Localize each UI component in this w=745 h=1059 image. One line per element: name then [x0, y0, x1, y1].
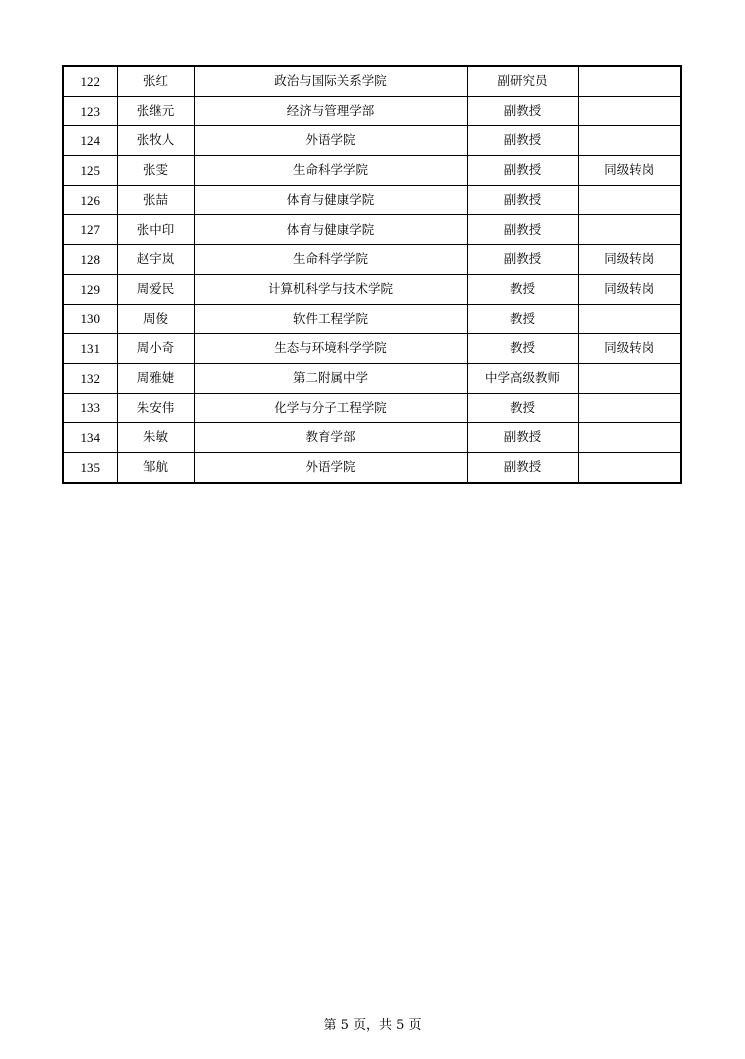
cell-note	[578, 66, 681, 96]
cell-title: 副教授	[467, 452, 578, 482]
cell-name: 朱敏	[117, 423, 194, 453]
cell-title: 教授	[467, 304, 578, 334]
cell-number: 129	[63, 274, 117, 304]
cell-number: 135	[63, 452, 117, 482]
cell-note	[578, 185, 681, 215]
cell-unit: 政治与国际关系学院	[194, 66, 467, 96]
cell-name: 周小奇	[117, 334, 194, 364]
table-row	[63, 156, 681, 186]
cell-unit: 教育学部	[194, 423, 467, 453]
cell-note	[578, 363, 681, 393]
cell-title: 中学高级教师	[467, 363, 578, 393]
table-row	[63, 245, 681, 275]
cell-name: 赵宇岚	[117, 245, 194, 275]
cell-title: 副教授	[467, 126, 578, 156]
cell-unit: 化学与分子工程学院	[194, 393, 467, 423]
table-row	[63, 66, 681, 96]
cell-number: 122	[63, 66, 117, 96]
cell-number: 125	[63, 156, 117, 186]
cell-number: 132	[63, 363, 117, 393]
cell-title: 教授	[467, 393, 578, 423]
cell-title: 教授	[467, 274, 578, 304]
cell-note	[578, 96, 681, 126]
cell-note	[578, 126, 681, 156]
cell-note: 同级转岗	[578, 156, 681, 186]
cell-number: 128	[63, 245, 117, 275]
cell-number: 124	[63, 126, 117, 156]
cell-number: 134	[63, 423, 117, 453]
table-body	[63, 66, 681, 483]
page-number-footer: 第 5 页，共 5 页	[323, 1018, 422, 1033]
cell-number: 133	[63, 393, 117, 423]
cell-name: 张红	[117, 66, 194, 96]
table-row	[63, 304, 681, 334]
cell-unit: 软件工程学院	[194, 304, 467, 334]
cell-number: 131	[63, 334, 117, 364]
cell-note: 同级转岗	[578, 245, 681, 275]
table-row	[63, 96, 681, 126]
cell-unit: 外语学院	[194, 126, 467, 156]
cell-number: 123	[63, 96, 117, 126]
cell-title: 副教授	[467, 185, 578, 215]
cell-unit: 生态与环境科学学院	[194, 334, 467, 364]
cell-title: 副教授	[467, 245, 578, 275]
cell-unit: 经济与管理学部	[194, 96, 467, 126]
cell-unit: 外语学院	[194, 452, 467, 482]
table-row	[63, 363, 681, 393]
cell-title: 副教授	[467, 215, 578, 245]
cell-unit: 生命科学学院	[194, 245, 467, 275]
table-row	[63, 274, 681, 304]
cell-name: 张中印	[117, 215, 194, 245]
cell-name: 朱安伟	[117, 393, 194, 423]
table-row	[63, 423, 681, 453]
table-row	[63, 185, 681, 215]
table-row	[63, 452, 681, 482]
cell-note	[578, 423, 681, 453]
table-row	[63, 334, 681, 364]
cell-unit: 生命科学学院	[194, 156, 467, 186]
cell-note	[578, 215, 681, 245]
cell-note: 同级转岗	[578, 274, 681, 304]
cell-title: 副教授	[467, 423, 578, 453]
cell-note	[578, 304, 681, 334]
cell-name: 张雯	[117, 156, 194, 186]
personnel-table	[62, 65, 682, 484]
cell-title: 教授	[467, 334, 578, 364]
cell-title: 副教授	[467, 96, 578, 126]
cell-note: 同级转岗	[578, 334, 681, 364]
cell-name: 张喆	[117, 185, 194, 215]
cell-unit: 第二附属中学	[194, 363, 467, 393]
table-row	[63, 393, 681, 423]
table-row	[63, 126, 681, 156]
cell-number: 127	[63, 215, 117, 245]
cell-title: 副教授	[467, 156, 578, 186]
cell-name: 张继元	[117, 96, 194, 126]
cell-number: 130	[63, 304, 117, 334]
cell-name: 张牧人	[117, 126, 194, 156]
cell-note	[578, 393, 681, 423]
cell-name: 周爱民	[117, 274, 194, 304]
cell-unit: 计算机科学与技术学院	[194, 274, 467, 304]
cell-unit: 体育与健康学院	[194, 215, 467, 245]
cell-unit: 体育与健康学院	[194, 185, 467, 215]
cell-name: 周俊	[117, 304, 194, 334]
cell-title: 副研究员	[467, 66, 578, 96]
cell-note	[578, 452, 681, 482]
cell-name: 周雅婕	[117, 363, 194, 393]
cell-number: 126	[63, 185, 117, 215]
table-row	[63, 215, 681, 245]
cell-name: 邹航	[117, 452, 194, 482]
